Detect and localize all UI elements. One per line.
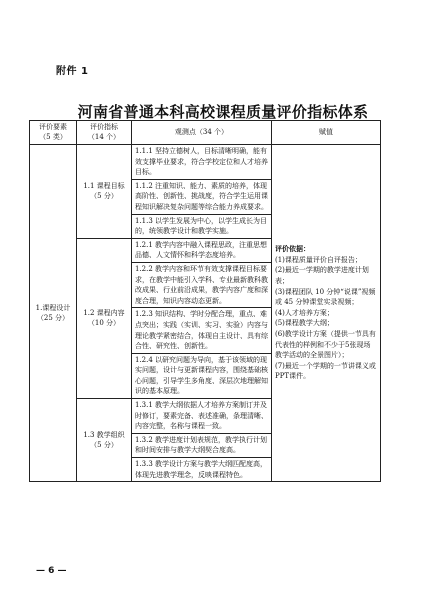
observation-point: 1.2.3 知识结构、学时分配合理，重点、难点突出；实践（实训、实习、实验）内容与理论教学紧密结合，体现自主设计、具有综合性、研究性、创新性。 bbox=[132, 308, 272, 353]
indicator-cell: 1.2 课程内容（10 分） bbox=[77, 238, 132, 398]
score-item: (4)人才培养方案； bbox=[275, 308, 334, 317]
evaluation-table bbox=[29, 120, 381, 482]
score-item: (7)最近一个学期的一节讲课义或PPT课件。 bbox=[275, 361, 376, 381]
score-item: (2)最近一学期的教学进度计划表； bbox=[275, 266, 369, 286]
indicator-cell: 1.3 教学组织（5 分） bbox=[77, 399, 132, 482]
element-cell: 1.课程设计（25 分） bbox=[30, 145, 77, 482]
score-item: (5)课程教学大纲； bbox=[275, 319, 334, 328]
evaluation-table-wrapper bbox=[29, 120, 380, 482]
score-title: 评价依据： bbox=[275, 244, 310, 254]
header-indicator-line1: 评价指标 bbox=[90, 123, 118, 131]
observation-point: 1.3.3 教学设计方案与教学大纲匹配度高，体现先进教学理念，反映课程特色。 bbox=[132, 458, 272, 482]
header-observation: 观测点（34 个） bbox=[132, 121, 272, 145]
table-row bbox=[30, 145, 381, 180]
attachment-label: 附件 1 bbox=[56, 66, 89, 77]
header-element bbox=[30, 121, 77, 145]
score-item: (1)课程质量评价自评报告； bbox=[275, 255, 362, 264]
header-element-line1: 评价要素 bbox=[39, 123, 67, 131]
header-indicator-line2: （14 个） bbox=[87, 132, 121, 141]
observation-point: 1.3.1 教学大纲依据人才培养方案制订并及时修订，要素完备、表述准确，条理清晰、内容完整，名称与课程一致。 bbox=[132, 399, 272, 434]
header-indicator bbox=[77, 121, 132, 145]
table-header-row bbox=[30, 121, 381, 145]
observation-point: 1.1.2 注重知识、能力、素质的培养，体现高阶性、创新性、挑战度，符合学生运用课程知识解决复杂问题等综合能力养成要求。 bbox=[132, 179, 272, 214]
document-title: 河南省普通本科高校课程质量评价指标体系 bbox=[77, 103, 369, 121]
score-item: (3)课程团队 10 分钟“说课”视频或 45 分钟课堂实录视频； bbox=[275, 287, 376, 307]
header-score: 赋值 bbox=[272, 121, 381, 145]
score-item: (6)教学设计方案（提供一节具有代表性的样例和不少于5张现场教学活动的全景图片）； bbox=[275, 330, 376, 360]
score-cell bbox=[272, 145, 381, 482]
observation-point: 1.2.2 教学内容和环节有效支撑课程目标要求，在教学中能引入学科、专业最新教科教改成果、行业前沿成果，教学内容广度和深度合理，知识内容动态更新。 bbox=[132, 262, 272, 307]
observation-point: 1.1.3 以学生发展为中心，以学生成长为目的，统领教学设计和教学实施。 bbox=[132, 214, 272, 238]
observation-point: 1.3.2 教学进度计划表规范，教学执行计划和时间安排与教学大纲契合度高。 bbox=[132, 433, 272, 457]
observation-point: 1.2.4 以研究问题为导向，基于该领域的现实问题，设计与更新课程内容，围绕基础核心问题，引导学生多角度、深层次地理解知识的基本原理。 bbox=[132, 353, 272, 398]
header-element-line2: （5 类） bbox=[39, 132, 67, 141]
page-number: — 6 — bbox=[36, 566, 67, 576]
observation-point: 1.2.1 教学内容中融入课程思政，注重思想品德、人文情怀和科学态度培养。 bbox=[132, 238, 272, 262]
observation-point: 1.1.1 坚持立德树人，目标清晰明确，能有效支撑毕业要求，符合学校定位和人才培养目标。 bbox=[132, 145, 272, 180]
indicator-cell: 1.1 课程目标（5 分） bbox=[77, 145, 132, 239]
